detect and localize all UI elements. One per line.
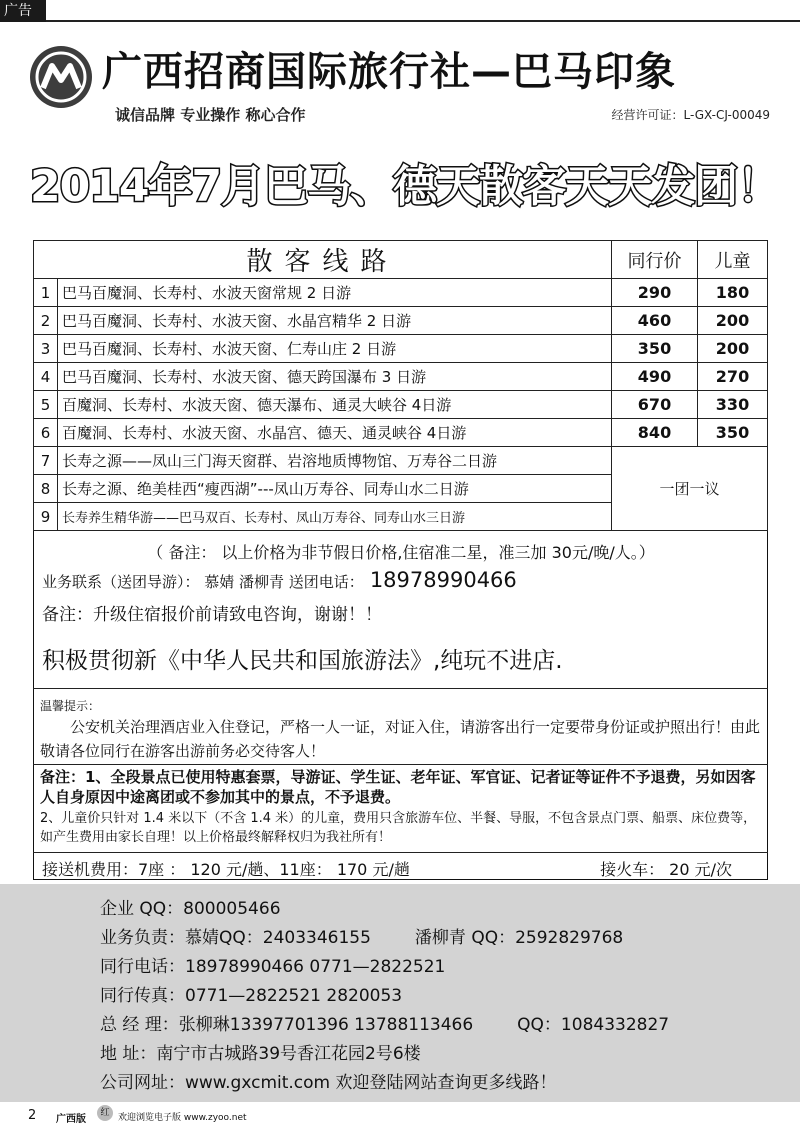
tips-body: 公安机关治理酒店业入住登记，严格一人一证，对证入住，请游客出行一定要带身份证或护照出行！由此敬请各位同行在游客出游前务必交待客人！	[40, 718, 761, 760]
slogan: 诚信品牌 专业操作 称心合作	[115, 106, 306, 124]
table-row	[34, 307, 768, 335]
child-price: 330	[698, 391, 768, 419]
footer-site: 欢迎浏览电子版 www.zyoo.net	[118, 1113, 247, 1123]
negotiable-price: 一团一议	[612, 447, 768, 531]
route-name: 巴马百魔洞、长寿村、水波天窗常规 2 日游	[58, 279, 612, 307]
price-remark: （ 备注： 以上价格为非节假日价格,住宿准二星，准三加 30元/晚/人。）	[147, 543, 655, 562]
route-name: 巴马百魔洞、长寿村、水波天窗、仁寿山庄 2 日游	[58, 335, 612, 363]
address: 地 址：南宁市古城路39号香江花园2号6楼	[100, 1044, 421, 1064]
route-name: 百魔洞、长寿村、水波天窗、水晶宫、德天、通灵峡谷 4日游	[58, 419, 612, 447]
table-row	[34, 447, 768, 475]
company-qq: 企业 QQ：800005466	[100, 899, 281, 919]
row-number: 3	[34, 335, 58, 363]
table-row	[34, 363, 768, 391]
transfer-fees	[42, 857, 762, 880]
child-price: 350	[698, 419, 768, 447]
price-header: 同行价	[612, 241, 698, 279]
company-name: 广西招商国际旅行社—巴马印象	[102, 49, 676, 95]
ad-tag: 广告	[0, 0, 46, 22]
website: 公司网址：www.gxcmit.com 欢迎登陆网站查询更多线路！	[100, 1073, 557, 1093]
notes	[40, 767, 762, 847]
sales-contacts	[100, 923, 623, 948]
row-number: 1	[34, 279, 58, 307]
manager-qq: QQ：1084332827	[517, 1015, 670, 1035]
row-number: 6	[34, 419, 58, 447]
route-name: 长寿养生精华游——巴马双百、长寿村、凤山万寿谷、同寿山水三日游	[58, 503, 612, 531]
peer-price: 460	[612, 307, 698, 335]
divider	[33, 764, 768, 765]
divider	[33, 688, 768, 689]
note-1: 备注：1、全段景点已使用特惠套票，导游证、学生证、老年证、军官证、记者证等证件不予退费，另如因客人自身原因中途离团或不参加其中的景点，不予退费。	[40, 768, 756, 806]
child-price: 270	[698, 363, 768, 391]
row-number: 7	[34, 447, 58, 475]
sales-contact-1: 业务负责：慕婧QQ：2403346155	[100, 928, 371, 948]
peer-price: 350	[612, 335, 698, 363]
route-name: 巴马百魔洞、长寿村、水波天窗、德天跨国瀑布 3 日游	[58, 363, 612, 391]
row-number: 8	[34, 475, 58, 503]
child-price: 200	[698, 307, 768, 335]
table-row	[34, 391, 768, 419]
peer-price: 290	[612, 279, 698, 307]
business-contact	[42, 568, 517, 592]
train-transfer-fee: 接火车： 20 元/次	[600, 860, 732, 879]
routes-title: 散客线路	[34, 241, 612, 279]
table-row	[34, 335, 768, 363]
row-number: 4	[34, 363, 58, 391]
airport-transfer-fee: 接送机费用：7座 ： 120 元/趟、11座： 170 元/趟	[42, 860, 410, 879]
page-number: 2	[28, 1108, 37, 1123]
child-price: 200	[698, 335, 768, 363]
page-footer	[0, 1102, 800, 1126]
edition-badge-icon: 红	[97, 1105, 113, 1121]
route-name: 长寿之源——凤山三门海天窗群、岩溶地质博物馆、万寿谷二日游	[58, 447, 612, 475]
note-2: 2、儿童价只针对 1.4 米以下（不含 1.4 米）的儿童，费用只含旅游车位、半餐、导服，不包含景点门票、船票、床位费等，如产生费用由家长自理！以上价格最终解释权归为我社所有！	[40, 811, 757, 845]
table-row	[34, 419, 768, 447]
row-number: 9	[34, 503, 58, 531]
peer-price: 670	[612, 391, 698, 419]
routes-table	[33, 240, 768, 531]
tips-title: 温馨提示：	[40, 699, 101, 713]
child-price: 180	[698, 279, 768, 307]
child-header: 儿童	[698, 241, 768, 279]
peer-price: 490	[612, 363, 698, 391]
sales-contact-2: 潘柳青 QQ：2592829768	[414, 928, 624, 948]
contact-label: 业务联系（送团导游）： 慕婧 潘柳青 送团电话：	[42, 573, 364, 591]
tourism-law-statement: 积极贯彻新《中华人民共和国旅游法》,纯玩不进店.	[42, 648, 563, 674]
manager-phones: 总 经 理：张柳琳13397701396 13788113466	[100, 1015, 474, 1035]
peer-fax: 同行传真：0771—2822521 2820053	[100, 986, 403, 1006]
table-row	[34, 279, 768, 307]
divider	[33, 852, 768, 853]
peer-price: 840	[612, 419, 698, 447]
peer-phone: 同行电话：18978990466 0771—2822521	[100, 957, 446, 977]
route-name: 长寿之源、绝美桂西“瘦西湖”---凤山万寿谷、同寿山水二日游	[58, 475, 612, 503]
general-manager	[100, 1010, 669, 1035]
row-number: 5	[34, 391, 58, 419]
row-number: 2	[34, 307, 58, 335]
upgrade-remark: 备注：升级住宿报价前请致电咨询，谢谢！！	[42, 605, 382, 625]
license-number: 经营许可证：L-GX-CJ-00049	[611, 108, 770, 122]
company-logo-icon	[30, 46, 92, 108]
route-name: 巴马百魔洞、长寿村、水波天窗、水晶宫精华 2 日游	[58, 307, 612, 335]
edition-label: 广西版	[56, 1114, 86, 1125]
headline: 2014年7月巴马、德天散客天天发团！	[30, 161, 781, 212]
route-name: 百魔洞、长寿村、水波天窗、德天瀑布、通灵大峡谷 4日游	[58, 391, 612, 419]
table-header-row	[34, 241, 768, 279]
top-rule	[46, 20, 800, 22]
contact-phone: 18978990466	[369, 568, 517, 592]
